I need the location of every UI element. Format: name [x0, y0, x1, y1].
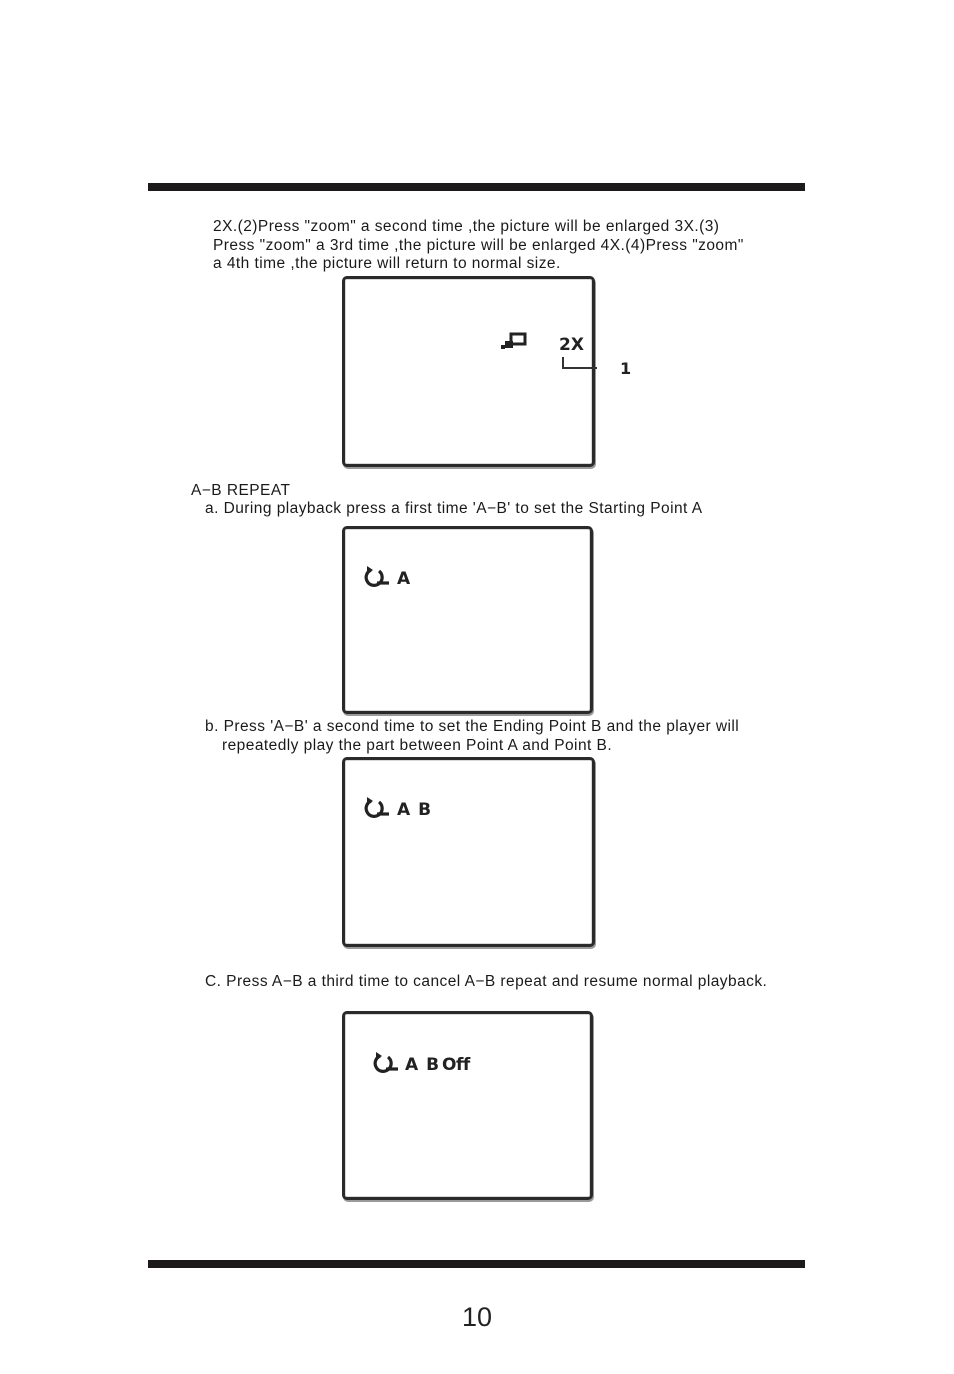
osd-label-a: A — [397, 569, 412, 589]
osd-label-ab: A B — [397, 800, 433, 820]
ab-repeat-heading: A−B REPEAT — [191, 482, 291, 499]
repeat-icon — [372, 1051, 400, 1077]
zoom-icon — [500, 331, 530, 355]
intro-line: a 4th time ,the picture will return to normal size. — [213, 255, 561, 272]
step-b-line: repeatedly play the part between Point A and Point B. — [222, 736, 613, 754]
repeat-icon — [363, 565, 391, 591]
intro-line: Press "zoom" a 3rd time ,the picture will be enlarged 4X.(4)Press "zoom" — [213, 236, 744, 254]
step-a-text: a. During playback press a first time 'A−B' to set the Starting Point A — [205, 500, 703, 517]
intro-line: 2X.(2)Press "zoom" a second time ,the picture will be enlarged 3X.(3) — [213, 218, 720, 235]
top-rule — [148, 183, 805, 191]
osd-label-ab: A B — [405, 1055, 441, 1075]
callout-number: 1 — [620, 359, 632, 378]
zoom-screen-illustration — [342, 276, 595, 467]
bottom-rule — [148, 1260, 805, 1268]
page-number: 10 — [461, 1302, 493, 1332]
screen-ab-off — [342, 1011, 593, 1200]
zoom-instructions — [213, 218, 744, 274]
screen-point-a — [342, 526, 593, 714]
screen-point-ab — [342, 757, 595, 947]
step-c-text: C. Press A−B a third time to cancel A−B repeat and resume normal playback. — [205, 973, 768, 990]
step-b-line: b. Press 'A−B' a second time to set the Ending Point B and the player will — [205, 718, 740, 735]
repeat-icon — [363, 796, 391, 822]
step-b-text — [205, 718, 739, 755]
zoom-level-label: 2X — [559, 335, 584, 355]
callout-leader-line — [561, 357, 597, 371]
osd-off-label: Off — [442, 1055, 470, 1075]
